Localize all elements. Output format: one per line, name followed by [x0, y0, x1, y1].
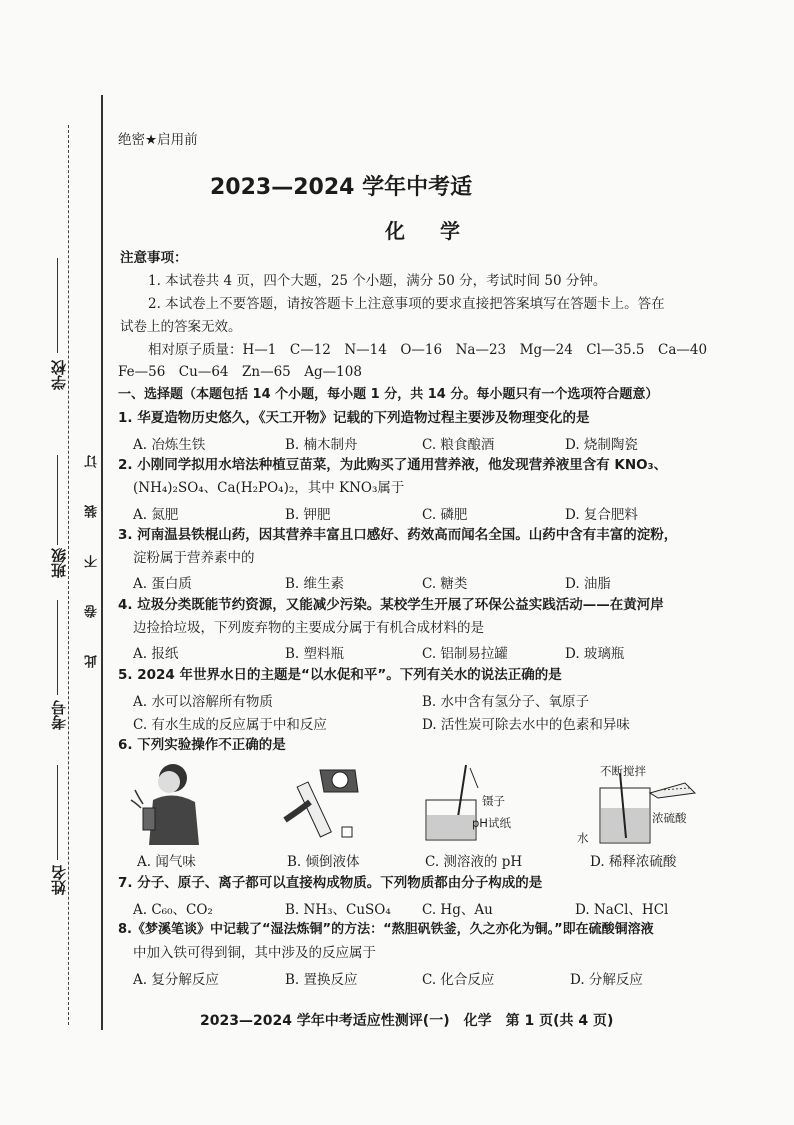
option: C. 磷肥	[422, 507, 468, 523]
class-blank	[57, 455, 58, 545]
option: D. NaCl、HCl	[575, 902, 669, 918]
question-stem: 8.《梦溪笔谈》中记载了“湿法炼铜”的方法：“熬胆矾铁釜，久之亦化为铜。”即在硫酸铜溶液	[118, 922, 654, 937]
section-heading: 一、选择题（本题包括 14 个小题，每小题 1 分，共 14 分。每小题只有一个选项符合题意）	[118, 387, 659, 402]
binding-strip	[0, 0, 105, 1125]
label-stir: 不断搅拌	[600, 764, 646, 778]
seal-char: 装	[85, 505, 100, 518]
option: C. 糖类	[422, 576, 468, 592]
notice-heading: 注意事项：	[120, 250, 188, 266]
option: C. 化合反应	[422, 972, 495, 988]
subject-title: 化 学	[385, 219, 474, 243]
figure-caption: C. 测溶液的 pH	[425, 854, 523, 870]
seal-char: 卷	[85, 605, 100, 618]
notice-item: 2. 本试卷上不要答题，请按答题卡上注意事项的要求直接把答案填写在答题卡上。答在	[148, 296, 665, 312]
option: B. 水中含有氢分子、氧原子	[422, 694, 590, 710]
option: B. 塑料瓶	[285, 646, 345, 662]
question-stem: 3. 河南温县铁棍山药，因其营养丰富且口感好、药效高而闻名全国。山药中含有丰富的淀粉，	[118, 527, 678, 543]
option: C. 有水生成的反应属于中和反应	[133, 717, 327, 733]
atomic-mass: 相对原子质量：H—1 C—12 N—14 O—16 Na—23 Mg—24 Cl—35.5 Ca—40	[148, 342, 708, 358]
question-stem: 6. 下列实验操作不正确的是	[118, 737, 286, 753]
question-stem: 中加入铁可得到铜，其中涉及的反应属于	[133, 945, 376, 961]
figure-smell-gas	[125, 760, 205, 845]
atomic-mass: Fe—56 Cu—64 Zn—65 Ag—108	[118, 364, 362, 380]
label-acid: 浓硫酸	[652, 811, 687, 825]
option: A. 蛋白质	[133, 576, 192, 592]
question-stem: 4. 垃圾分类既能节约资源，又能减少污染。某校学生开展了环保公益实践活动——在黄河岸	[118, 597, 664, 613]
figure-pour-liquid	[280, 762, 375, 842]
option: A. C₆₀、CO₂	[133, 902, 213, 918]
option: B. NH₃、CuSO₄	[285, 902, 391, 918]
option: C. 粮食酿酒	[422, 437, 495, 453]
question-stem: 1. 华夏造物历史悠久，《天工开物》记载的下列造物过程主要涉及物理变化的是	[118, 410, 590, 426]
name-blank	[57, 765, 58, 860]
option: D. 复合肥料	[565, 507, 638, 523]
option: D. 活性炭可除去水中的色素和异味	[422, 717, 630, 733]
seal-char: 不	[85, 555, 100, 568]
figure-ph-test	[418, 760, 528, 845]
option: B. 维生素	[285, 576, 345, 592]
option: A. 报纸	[133, 646, 179, 662]
exam-no-label: 考号	[50, 700, 68, 730]
notice-item: 试卷上的答案无效。	[120, 319, 242, 335]
option: D. 油脂	[565, 576, 611, 592]
option: B. 钾肥	[285, 507, 331, 523]
label-ph-paper: pH试纸	[472, 816, 511, 830]
option: A. 复分解反应	[133, 972, 219, 988]
seal-char: 订	[85, 455, 100, 468]
option: D. 分解反应	[570, 972, 643, 988]
question-stem: (NH₄)₂SO₄、Ca(H₂PO₄)₂，其中 KNO₃属于	[133, 480, 405, 496]
notice-item: 1. 本试卷共 4 页，四个大题，25 个小题，满分 50 分，考试时间 50 分钟。	[148, 273, 607, 289]
label-water: 水	[577, 831, 589, 845]
exam-no-blank	[57, 600, 58, 695]
seal-char: 此	[85, 655, 100, 668]
question-stem: 边捡拾垃圾，下列废弃物的主要成分属于有机合成材料的是	[133, 620, 484, 636]
option: B. 楠木制舟	[285, 437, 358, 453]
name-label: 姓名	[50, 865, 68, 895]
figure-caption: D. 稀释浓硫酸	[590, 854, 677, 870]
figure-caption: A. 闻气味	[137, 854, 196, 870]
class-label: 班级	[50, 548, 68, 578]
question-stem: 7. 分子、原子、离子都可以直接构成物质。下列物质都由分子构成的是	[118, 875, 543, 891]
figure-caption: B. 倾倒液体	[287, 854, 360, 870]
option: A. 冶炼生铁	[133, 437, 206, 453]
option: C. Hg、Au	[422, 902, 493, 918]
school-blank	[57, 258, 58, 353]
school-label: 学校	[50, 360, 68, 390]
figure-dilute-acid	[590, 768, 700, 848]
page-footer: 2023—2024 学年中考适应性测评(一) 化学 第 1 页(共 4 页)	[200, 1013, 614, 1029]
option: A. 氮肥	[133, 507, 179, 523]
option: D. 烧制陶瓷	[565, 437, 638, 453]
question-stem: 5. 2024 年世界水日的主题是“以水促和平”。下列有关水的说法正确的是	[118, 667, 562, 683]
option: A. 水可以溶解所有物质	[133, 694, 273, 710]
question-stem: 淀粉属于营养素中的	[133, 550, 255, 566]
option: D. 玻璃瓶	[565, 646, 625, 662]
exam-title: 2023—2024 学年中考适	[210, 175, 473, 200]
question-stem: 2. 小刚同学拟用水培法种植豆苗菜，为此购买了通用营养液，他发现营养液里含有 KNO₃、	[118, 457, 668, 473]
option: C. 铝制易拉罐	[422, 646, 508, 662]
option: B. 置换反应	[285, 972, 358, 988]
label-tweezers: 镊子	[482, 794, 505, 808]
secret-mark: 绝密★启用前	[118, 132, 198, 148]
